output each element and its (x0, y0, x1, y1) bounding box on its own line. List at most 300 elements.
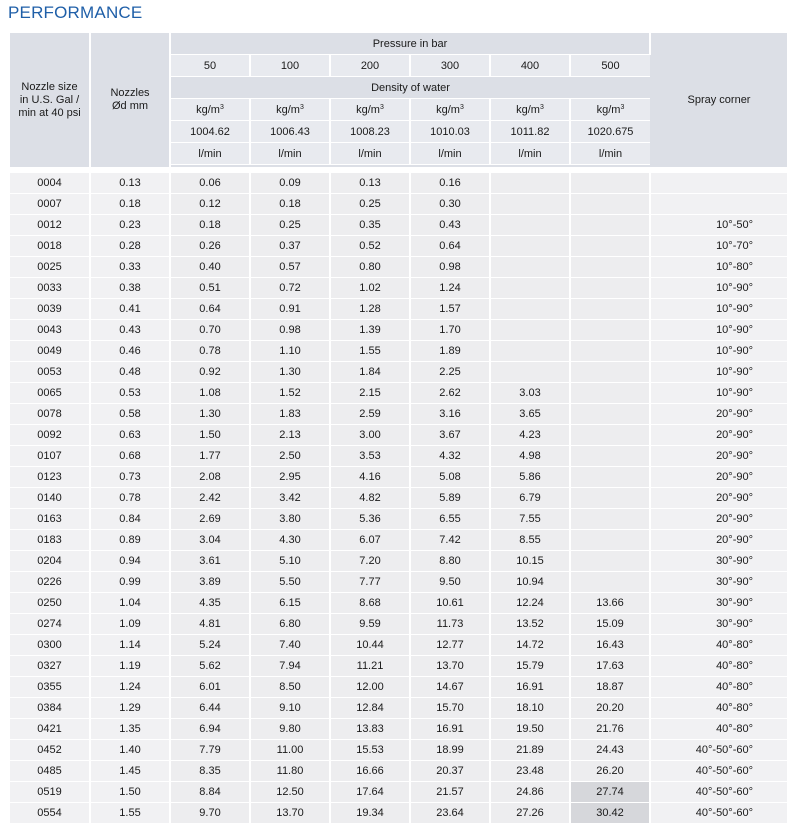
flow-rate-cell: 13.83 (330, 719, 410, 740)
flow-rate-cell: 0.78 (170, 341, 250, 362)
flow-rate-cell: 6.01 (170, 677, 250, 698)
flow-rate-cell (570, 446, 650, 467)
flow-rate-cell: 9.59 (330, 614, 410, 635)
flow-rate-cell: 2.95 (250, 467, 330, 488)
pressure-200: 200 (330, 55, 410, 77)
flow-unit: l/min (410, 143, 490, 165)
flow-rate-cell: 0.13 (330, 173, 410, 194)
flow-unit: l/min (170, 143, 250, 165)
flow-rate-cell: 19.50 (490, 719, 570, 740)
nozzle-diameter-cell: 1.40 (90, 740, 170, 761)
nozzle-size-cell: 0012 (10, 215, 90, 236)
flow-rate-cell: 9.10 (250, 698, 330, 719)
flow-rate-cell: 21.76 (570, 719, 650, 740)
flow-rate-cell: 2.08 (170, 467, 250, 488)
flow-rate-cell: 0.35 (330, 215, 410, 236)
nozzle-size-cell: 0421 (10, 719, 90, 740)
density-value: 1006.43 (250, 121, 330, 143)
spray-corner-cell: 30°-90° (650, 572, 787, 593)
flow-rate-cell (570, 215, 650, 236)
flow-rate-cell: 0.12 (170, 194, 250, 215)
flow-rate-cell: 4.98 (490, 446, 570, 467)
flow-rate-cell: 24.86 (490, 782, 570, 803)
table-row (10, 278, 787, 299)
nozzle-diameter-cell: 0.18 (90, 194, 170, 215)
flow-rate-cell: 17.64 (330, 782, 410, 803)
table-row (10, 320, 787, 341)
flow-rate-cell: 1.28 (330, 299, 410, 320)
table-row (10, 593, 787, 614)
flow-rate-cell: 11.21 (330, 656, 410, 677)
density-value: 1004.62 (170, 121, 250, 143)
flow-rate-cell (570, 236, 650, 257)
nozzle-size-cell: 0355 (10, 677, 90, 698)
flow-rate-cell: 23.48 (490, 761, 570, 782)
flow-rate-cell: 2.15 (330, 383, 410, 404)
nozzle-size-cell: 0554 (10, 803, 90, 824)
flow-rate-cell: 26.20 (570, 761, 650, 782)
nozzle-size-cell: 0519 (10, 782, 90, 803)
spray-corner-cell: 30°-90° (650, 551, 787, 572)
density-value: 1010.03 (410, 121, 490, 143)
nozzle-diameter-cell: 0.78 (90, 488, 170, 509)
table-row (10, 215, 787, 236)
flow-rate-cell: 27.26 (490, 803, 570, 824)
flow-rate-cell (570, 341, 650, 362)
flow-rate-cell: 15.79 (490, 656, 570, 677)
flow-rate-cell: 0.18 (250, 194, 330, 215)
flow-rate-cell: 3.65 (490, 404, 570, 425)
flow-rate-cell: 27.74 (570, 782, 650, 803)
flow-rate-cell: 4.23 (490, 425, 570, 446)
flow-rate-cell (570, 425, 650, 446)
flow-rate-cell: 0.57 (250, 257, 330, 278)
nozzle-diameter-cell: 1.50 (90, 782, 170, 803)
table-row (10, 404, 787, 425)
nozzle-diameter-cell: 1.19 (90, 656, 170, 677)
header-nozzles-diameter: Nozzles Ød mm (90, 33, 170, 168)
spray-corner-cell: 10°-90° (650, 341, 787, 362)
flow-rate-cell (570, 320, 650, 341)
flow-rate-cell: 14.67 (410, 677, 490, 698)
flow-rate-cell: 1.89 (410, 341, 490, 362)
density-unit (250, 99, 330, 121)
flow-rate-cell: 2.13 (250, 425, 330, 446)
flow-rate-cell: 0.64 (410, 236, 490, 257)
pressure-400: 400 (490, 55, 570, 77)
nozzle-diameter-cell: 0.84 (90, 509, 170, 530)
flow-rate-cell: 30.42 (570, 803, 650, 824)
nozzle-size-cell: 0043 (10, 320, 90, 341)
flow-rate-cell: 10.15 (490, 551, 570, 572)
flow-rate-cell (570, 257, 650, 278)
flow-rate-cell (570, 278, 650, 299)
table-row (10, 467, 787, 488)
flow-rate-cell: 16.66 (330, 761, 410, 782)
spray-corner-cell: 20°-90° (650, 446, 787, 467)
flow-rate-cell: 8.35 (170, 761, 250, 782)
spray-corner-cell: 40°-80° (650, 698, 787, 719)
flow-rate-cell: 1.52 (250, 383, 330, 404)
density-value: 1011.82 (490, 121, 570, 143)
flow-rate-cell: 0.64 (170, 299, 250, 320)
table-row (10, 173, 787, 194)
nozzle-size-cell: 0327 (10, 656, 90, 677)
nozzle-diameter-cell: 0.48 (90, 362, 170, 383)
flow-rate-cell: 12.77 (410, 635, 490, 656)
flow-rate-cell: 0.30 (410, 194, 490, 215)
spray-corner-cell: 10°-90° (650, 278, 787, 299)
nozzle-size-cell: 0018 (10, 236, 90, 257)
flow-rate-cell: 3.61 (170, 551, 250, 572)
flow-rate-cell: 0.80 (330, 257, 410, 278)
flow-rate-cell: 5.08 (410, 467, 490, 488)
flow-rate-cell (570, 173, 650, 194)
flow-rate-cell: 0.09 (250, 173, 330, 194)
flow-rate-cell: 2.62 (410, 383, 490, 404)
density-unit (490, 99, 570, 121)
flow-rate-cell: 6.07 (330, 530, 410, 551)
flow-rate-cell (490, 362, 570, 383)
pressure-500: 500 (570, 55, 650, 77)
flow-rate-cell: 3.16 (410, 404, 490, 425)
flow-rate-cell: 3.42 (250, 488, 330, 509)
table-row (10, 656, 787, 677)
header-nozzle-size: Nozzle size in U.S. Gal / min at 40 psi (10, 33, 90, 168)
table-row (10, 635, 787, 656)
table-body (10, 168, 787, 824)
spray-corner-cell: 40°-50°-60° (650, 740, 787, 761)
flow-rate-cell: 0.40 (170, 257, 250, 278)
spray-corner-cell: 10°-90° (650, 362, 787, 383)
flow-rate-cell: 3.53 (330, 446, 410, 467)
table-row (10, 677, 787, 698)
flow-rate-cell: 4.81 (170, 614, 250, 635)
spray-corner-cell: 40°-80° (650, 656, 787, 677)
table-row (10, 761, 787, 782)
flow-rate-cell: 5.62 (170, 656, 250, 677)
nozzle-size-cell: 0107 (10, 446, 90, 467)
flow-rate-cell: 1.30 (170, 404, 250, 425)
flow-rate-cell: 1.30 (250, 362, 330, 383)
nozzle-size-cell: 0163 (10, 509, 90, 530)
nozzle-size-cell: 0053 (10, 362, 90, 383)
nozzle-diameter-cell: 0.43 (90, 320, 170, 341)
spray-corner-cell: 20°-90° (650, 404, 787, 425)
flow-rate-cell: 1.50 (170, 425, 250, 446)
nozzle-size-cell: 0007 (10, 194, 90, 215)
flow-rate-cell: 0.98 (410, 257, 490, 278)
flow-rate-cell: 6.44 (170, 698, 250, 719)
flow-rate-cell: 21.57 (410, 782, 490, 803)
nozzle-size-cell: 0039 (10, 299, 90, 320)
flow-rate-cell: 2.69 (170, 509, 250, 530)
nozzle-size-cell: 0274 (10, 614, 90, 635)
flow-rate-cell: 15.53 (330, 740, 410, 761)
flow-rate-cell: 9.70 (170, 803, 250, 824)
flow-rate-cell: 18.10 (490, 698, 570, 719)
density-unit-exponent: 3 (620, 103, 625, 111)
flow-rate-cell (570, 551, 650, 572)
flow-rate-cell (490, 278, 570, 299)
flow-rate-cell: 8.84 (170, 782, 250, 803)
spray-corner-cell: 20°-90° (650, 488, 787, 509)
nozzle-diameter-cell: 1.14 (90, 635, 170, 656)
spray-corner-cell: 40°-50°-60° (650, 761, 787, 782)
flow-rate-cell: 16.43 (570, 635, 650, 656)
flow-rate-cell: 10.61 (410, 593, 490, 614)
flow-rate-cell: 3.04 (170, 530, 250, 551)
nozzle-size-cell: 0226 (10, 572, 90, 593)
flow-rate-cell: 4.82 (330, 488, 410, 509)
density-value: 1008.23 (330, 121, 410, 143)
table-row (10, 362, 787, 383)
flow-rate-cell: 1.84 (330, 362, 410, 383)
flow-rate-cell: 3.80 (250, 509, 330, 530)
density-unit-exponent: 3 (219, 103, 224, 111)
flow-rate-cell: 12.84 (330, 698, 410, 719)
table-row (10, 551, 787, 572)
nozzle-size-cell: 0485 (10, 761, 90, 782)
flow-rate-cell: 7.94 (250, 656, 330, 677)
table-row (10, 719, 787, 740)
flow-rate-cell: 3.89 (170, 572, 250, 593)
spray-corner-cell: 10°-90° (650, 299, 787, 320)
spray-corner-cell (650, 173, 787, 194)
flow-rate-cell: 7.20 (330, 551, 410, 572)
spray-corner-cell: 10°-50° (650, 215, 787, 236)
density-unit-text: kg/m (276, 103, 300, 116)
nozzle-diameter-cell: 1.35 (90, 719, 170, 740)
flow-unit: l/min (570, 143, 650, 165)
flow-rate-cell: 1.02 (330, 278, 410, 299)
density-value: 1020.675 (570, 121, 650, 143)
nozzle-size-cell: 0033 (10, 278, 90, 299)
flow-rate-cell: 12.50 (250, 782, 330, 803)
spray-corner-cell: 40°-50°-60° (650, 803, 787, 824)
spray-corner-cell: 20°-90° (650, 467, 787, 488)
nozzle-diameter-cell: 0.46 (90, 341, 170, 362)
flow-rate-cell: 0.26 (170, 236, 250, 257)
table-row (10, 341, 787, 362)
nozzle-diameter-cell: 0.99 (90, 572, 170, 593)
flow-rate-cell: 7.42 (410, 530, 490, 551)
nozzle-diameter-cell: 0.33 (90, 257, 170, 278)
flow-rate-cell (570, 383, 650, 404)
flow-rate-cell: 11.80 (250, 761, 330, 782)
flow-rate-cell: 21.89 (490, 740, 570, 761)
spray-corner-cell: 40°-50°-60° (650, 782, 787, 803)
table-row (10, 509, 787, 530)
flow-rate-cell: 0.92 (170, 362, 250, 383)
flow-rate-cell: 6.79 (490, 488, 570, 509)
flow-unit: l/min (250, 143, 330, 165)
flow-rate-cell: 23.64 (410, 803, 490, 824)
nozzle-diameter-cell: 0.53 (90, 383, 170, 404)
nozzle-diameter-cell: 1.55 (90, 803, 170, 824)
spray-corner-cell: 10°-90° (650, 320, 787, 341)
flow-rate-cell (490, 194, 570, 215)
flow-rate-cell: 5.50 (250, 572, 330, 593)
spray-corner-cell: 20°-90° (650, 509, 787, 530)
nozzle-diameter-cell: 0.63 (90, 425, 170, 446)
flow-rate-cell: 7.40 (250, 635, 330, 656)
nozzle-size-cell: 0250 (10, 593, 90, 614)
table-row (10, 446, 787, 467)
density-unit-text: kg/m (596, 103, 621, 116)
flow-rate-cell: 13.70 (250, 803, 330, 824)
density-unit-exponent: 3 (459, 103, 464, 111)
flow-rate-cell (570, 509, 650, 530)
pressure-300: 300 (410, 55, 490, 77)
nozzle-diameter-cell: 1.04 (90, 593, 170, 614)
nozzle-size-cell: 0384 (10, 698, 90, 719)
flow-rate-cell: 9.80 (250, 719, 330, 740)
flow-rate-cell: 4.35 (170, 593, 250, 614)
spray-corner-cell: 40°-80° (650, 677, 787, 698)
flow-rate-cell: 2.25 (410, 362, 490, 383)
flow-rate-cell: 15.70 (410, 698, 490, 719)
flow-rate-cell (490, 236, 570, 257)
nozzle-diameter-cell: 0.68 (90, 446, 170, 467)
table-row (10, 488, 787, 509)
flow-rate-cell: 8.68 (330, 593, 410, 614)
flow-rate-cell: 16.91 (410, 719, 490, 740)
flow-rate-cell: 18.99 (410, 740, 490, 761)
flow-rate-cell: 6.15 (250, 593, 330, 614)
flow-rate-cell: 3.00 (330, 425, 410, 446)
density-unit-text: kg/m (516, 103, 540, 116)
table-row (10, 803, 787, 824)
table-row (10, 299, 787, 320)
nozzle-size-cell: 0452 (10, 740, 90, 761)
nozzle-diameter-cell: 0.89 (90, 530, 170, 551)
flow-rate-cell: 8.55 (490, 530, 570, 551)
flow-rate-cell: 2.42 (170, 488, 250, 509)
nozzle-diameter-cell: 1.29 (90, 698, 170, 719)
pressure-100: 100 (250, 55, 330, 77)
table-row (10, 698, 787, 719)
nozzle-diameter-cell: 0.41 (90, 299, 170, 320)
table-header (10, 33, 787, 168)
flow-rate-cell (490, 257, 570, 278)
flow-rate-cell: 13.66 (570, 593, 650, 614)
flow-rate-cell: 12.00 (330, 677, 410, 698)
nozzle-diameter-cell: 1.09 (90, 614, 170, 635)
flow-rate-cell: 13.52 (490, 614, 570, 635)
flow-rate-cell: 0.91 (250, 299, 330, 320)
nozzle-size-cell: 0078 (10, 404, 90, 425)
nozzle-diameter-cell: 0.38 (90, 278, 170, 299)
flow-rate-cell: 3.67 (410, 425, 490, 446)
flow-rate-cell: 16.91 (490, 677, 570, 698)
density-unit (330, 99, 410, 121)
flow-rate-cell: 0.16 (410, 173, 490, 194)
flow-rate-cell: 19.34 (330, 803, 410, 824)
density-unit-text: kg/m (196, 103, 220, 116)
nozzle-diameter-cell: 0.13 (90, 173, 170, 194)
flow-rate-cell: 1.83 (250, 404, 330, 425)
header-density: Density of water (170, 77, 650, 99)
flow-rate-cell (570, 362, 650, 383)
table-row (10, 236, 787, 257)
flow-unit: l/min (330, 143, 410, 165)
table-row (10, 425, 787, 446)
flow-rate-cell: 10.94 (490, 572, 570, 593)
flow-rate-cell (490, 215, 570, 236)
flow-rate-cell (570, 530, 650, 551)
flow-rate-cell: 17.63 (570, 656, 650, 677)
flow-rate-cell: 13.70 (410, 656, 490, 677)
flow-rate-cell: 4.32 (410, 446, 490, 467)
flow-rate-cell: 7.79 (170, 740, 250, 761)
flow-rate-cell: 1.24 (410, 278, 490, 299)
density-unit-text: kg/m (356, 103, 380, 116)
flow-rate-cell: 5.10 (250, 551, 330, 572)
flow-rate-cell (490, 299, 570, 320)
flow-rate-cell: 24.43 (570, 740, 650, 761)
flow-rate-cell: 20.37 (410, 761, 490, 782)
flow-rate-cell: 11.00 (250, 740, 330, 761)
flow-rate-cell: 1.08 (170, 383, 250, 404)
flow-rate-cell: 10.44 (330, 635, 410, 656)
table-row (10, 740, 787, 761)
flow-rate-cell: 8.80 (410, 551, 490, 572)
flow-rate-cell: 20.20 (570, 698, 650, 719)
spray-corner-cell: 20°-90° (650, 425, 787, 446)
flow-rate-cell: 2.50 (250, 446, 330, 467)
flow-rate-cell (570, 467, 650, 488)
density-unit (170, 99, 250, 121)
flow-unit: l/min (490, 143, 570, 165)
spray-corner-cell (650, 194, 787, 215)
flow-rate-cell: 12.24 (490, 593, 570, 614)
nozzle-diameter-cell: 0.23 (90, 215, 170, 236)
flow-rate-cell: 1.57 (410, 299, 490, 320)
density-unit-exponent: 3 (379, 103, 384, 111)
flow-rate-cell: 5.86 (490, 467, 570, 488)
density-unit-text: kg/m (436, 103, 460, 116)
nozzle-size-cell: 0123 (10, 467, 90, 488)
nozzle-diameter-cell: 1.24 (90, 677, 170, 698)
flow-rate-cell: 2.59 (330, 404, 410, 425)
flow-rate-cell: 1.39 (330, 320, 410, 341)
flow-rate-cell: 7.77 (330, 572, 410, 593)
header-pressure: Pressure in bar (170, 33, 650, 55)
spray-corner-cell: 40°-80° (650, 635, 787, 656)
flow-rate-cell: 0.37 (250, 236, 330, 257)
flow-rate-cell: 0.72 (250, 278, 330, 299)
nozzle-size-cell: 0065 (10, 383, 90, 404)
spray-corner-cell: 30°-90° (650, 614, 787, 635)
table-row (10, 194, 787, 215)
flow-rate-cell: 1.55 (330, 341, 410, 362)
flow-rate-cell (570, 488, 650, 509)
spray-corner-cell: 10°-80° (650, 257, 787, 278)
flow-rate-cell: 6.80 (250, 614, 330, 635)
page-title: PERFORMANCE (8, 3, 143, 22)
table-row (10, 572, 787, 593)
density-unit (570, 99, 650, 121)
nozzle-diameter-cell: 0.73 (90, 467, 170, 488)
flow-rate-cell: 4.30 (250, 530, 330, 551)
flow-rate-cell: 14.72 (490, 635, 570, 656)
table-row (10, 614, 787, 635)
nozzle-size-cell: 0300 (10, 635, 90, 656)
nozzle-size-cell: 0204 (10, 551, 90, 572)
flow-rate-cell: 1.77 (170, 446, 250, 467)
spray-corner-cell: 10°-70° (650, 236, 787, 257)
